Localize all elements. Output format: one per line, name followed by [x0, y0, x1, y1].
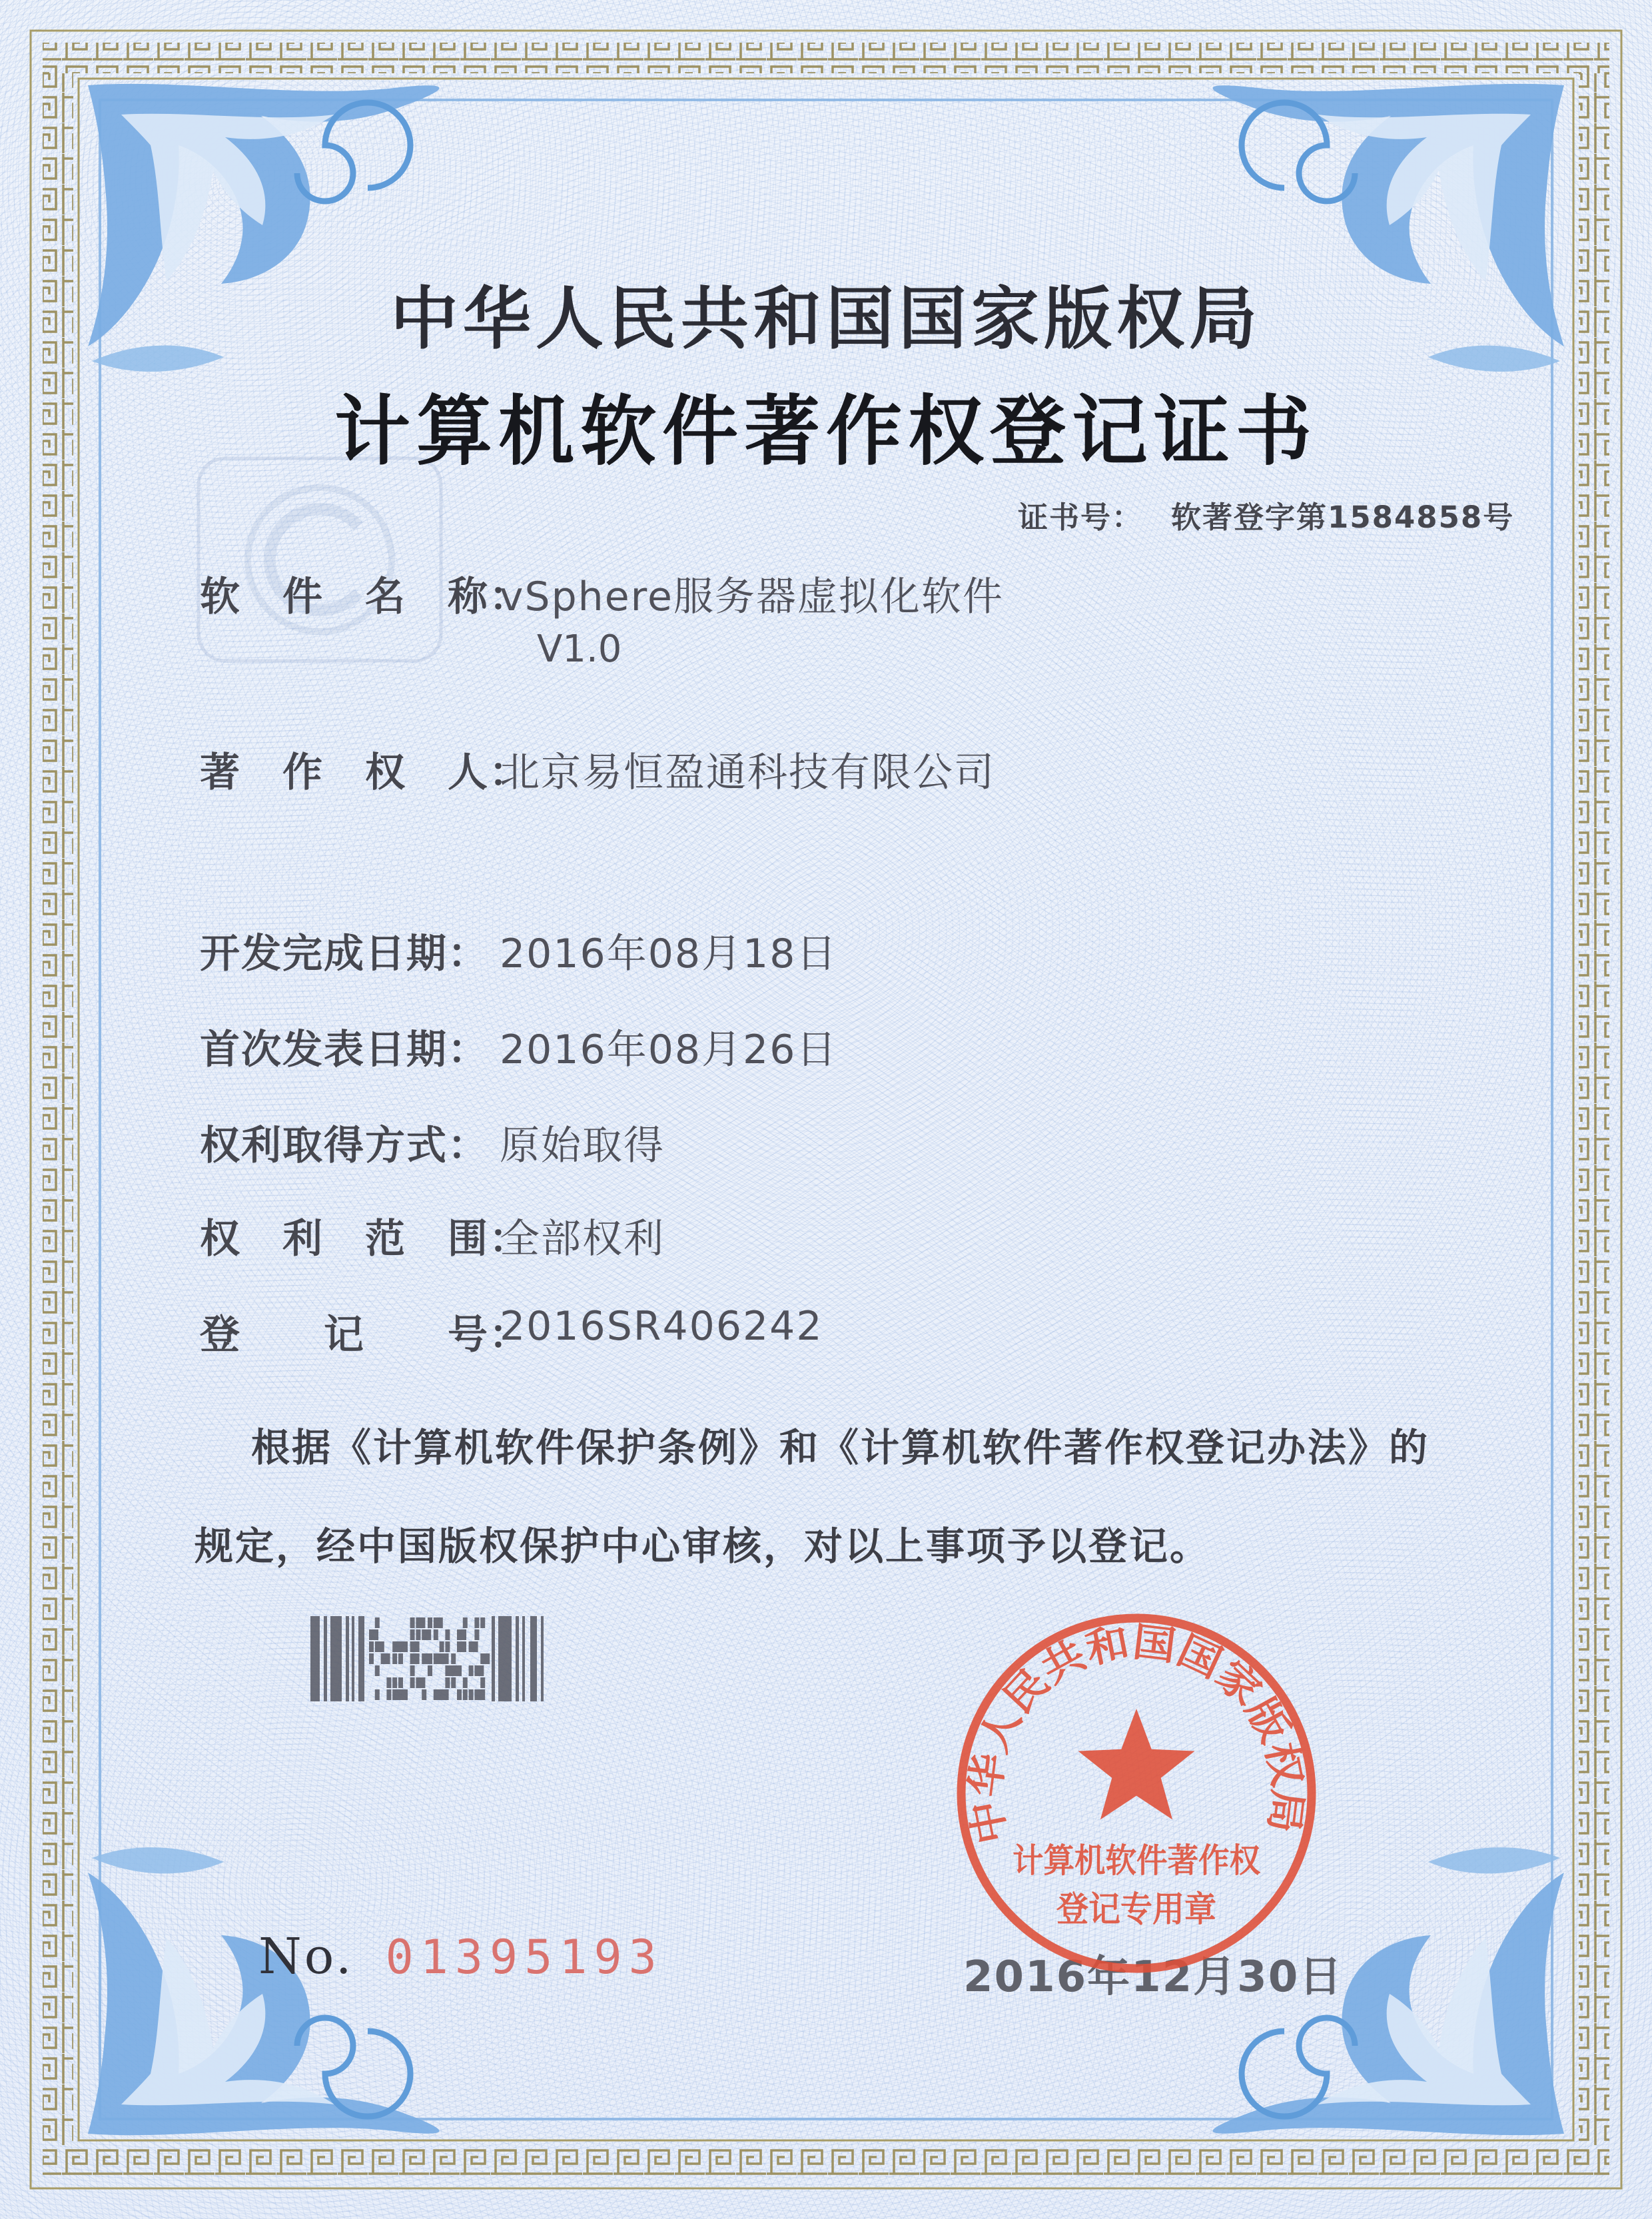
certificate-title: 计算机软件著作权登记证书: [334, 386, 1318, 476]
pdf417-barcode-icon: [310, 1616, 548, 1701]
certificate-number-value: 软著登字第1584858号: [1171, 500, 1515, 535]
field-value: 2016SR406242: [500, 1303, 823, 1350]
serial-number-line: [258, 1928, 663, 1985]
field-value: 2016年08月26日: [500, 1027, 838, 1073]
field-label: 权 利 范 围：: [200, 1216, 530, 1262]
serial-number-value: 01395193: [385, 1930, 663, 1985]
field-value: 全部权利: [500, 1216, 665, 1262]
official-red-seal: [937, 1593, 1336, 1993]
field-value: 北京易恒盈通科技有限公司: [500, 749, 995, 796]
embossed-watermark-icon: [193, 453, 446, 666]
field-label: 权利取得方式：: [200, 1122, 489, 1169]
field-label: 登 记 号：: [200, 1312, 530, 1358]
field-value: 原始取得: [500, 1122, 665, 1169]
seal-date: 2016年12月30日: [963, 1953, 1344, 2002]
statement-line-1: 根据《计算机软件保护条例》和《计算机软件著作权登记办法》的: [251, 1425, 1430, 1470]
baroque-corner-flourish-top-right: [1213, 84, 1565, 372]
field-label: 首次发表日期：: [200, 1027, 489, 1073]
field-label: 著 作 权 人：: [200, 749, 530, 796]
field-software-version: V1.0: [537, 628, 622, 671]
seal-line-1: 计算机软件著作权: [1013, 1841, 1260, 1880]
issuing-authority-title: 中华人民共和国国家版权局: [390, 279, 1262, 359]
baroque-corner-flourish-top-left: [88, 84, 440, 372]
statement-line-2: 规定，经中国版权保护中心审核，对以上事项予以登记。: [195, 1524, 1211, 1569]
certificate-number-label: 证书号：: [1018, 500, 1144, 535]
seal-line-2: 登记专用章: [1056, 1890, 1216, 1930]
red-star-icon: [1078, 1709, 1195, 1819]
serial-number-label: No.: [258, 1928, 354, 1985]
seal-ring-text: 中华人民共和国国家版权局: [962, 1618, 1311, 1848]
certificate-number-line: [1018, 493, 1514, 536]
field-value: vSphere服务器虚拟化软件: [500, 574, 1004, 620]
field-label: 软 件 名 称：: [200, 574, 530, 620]
field-value: 2016年08月18日: [500, 931, 838, 977]
baroque-corner-flourish-bottom-left: [88, 1847, 440, 2135]
field-label: 开发完成日期：: [200, 931, 489, 977]
